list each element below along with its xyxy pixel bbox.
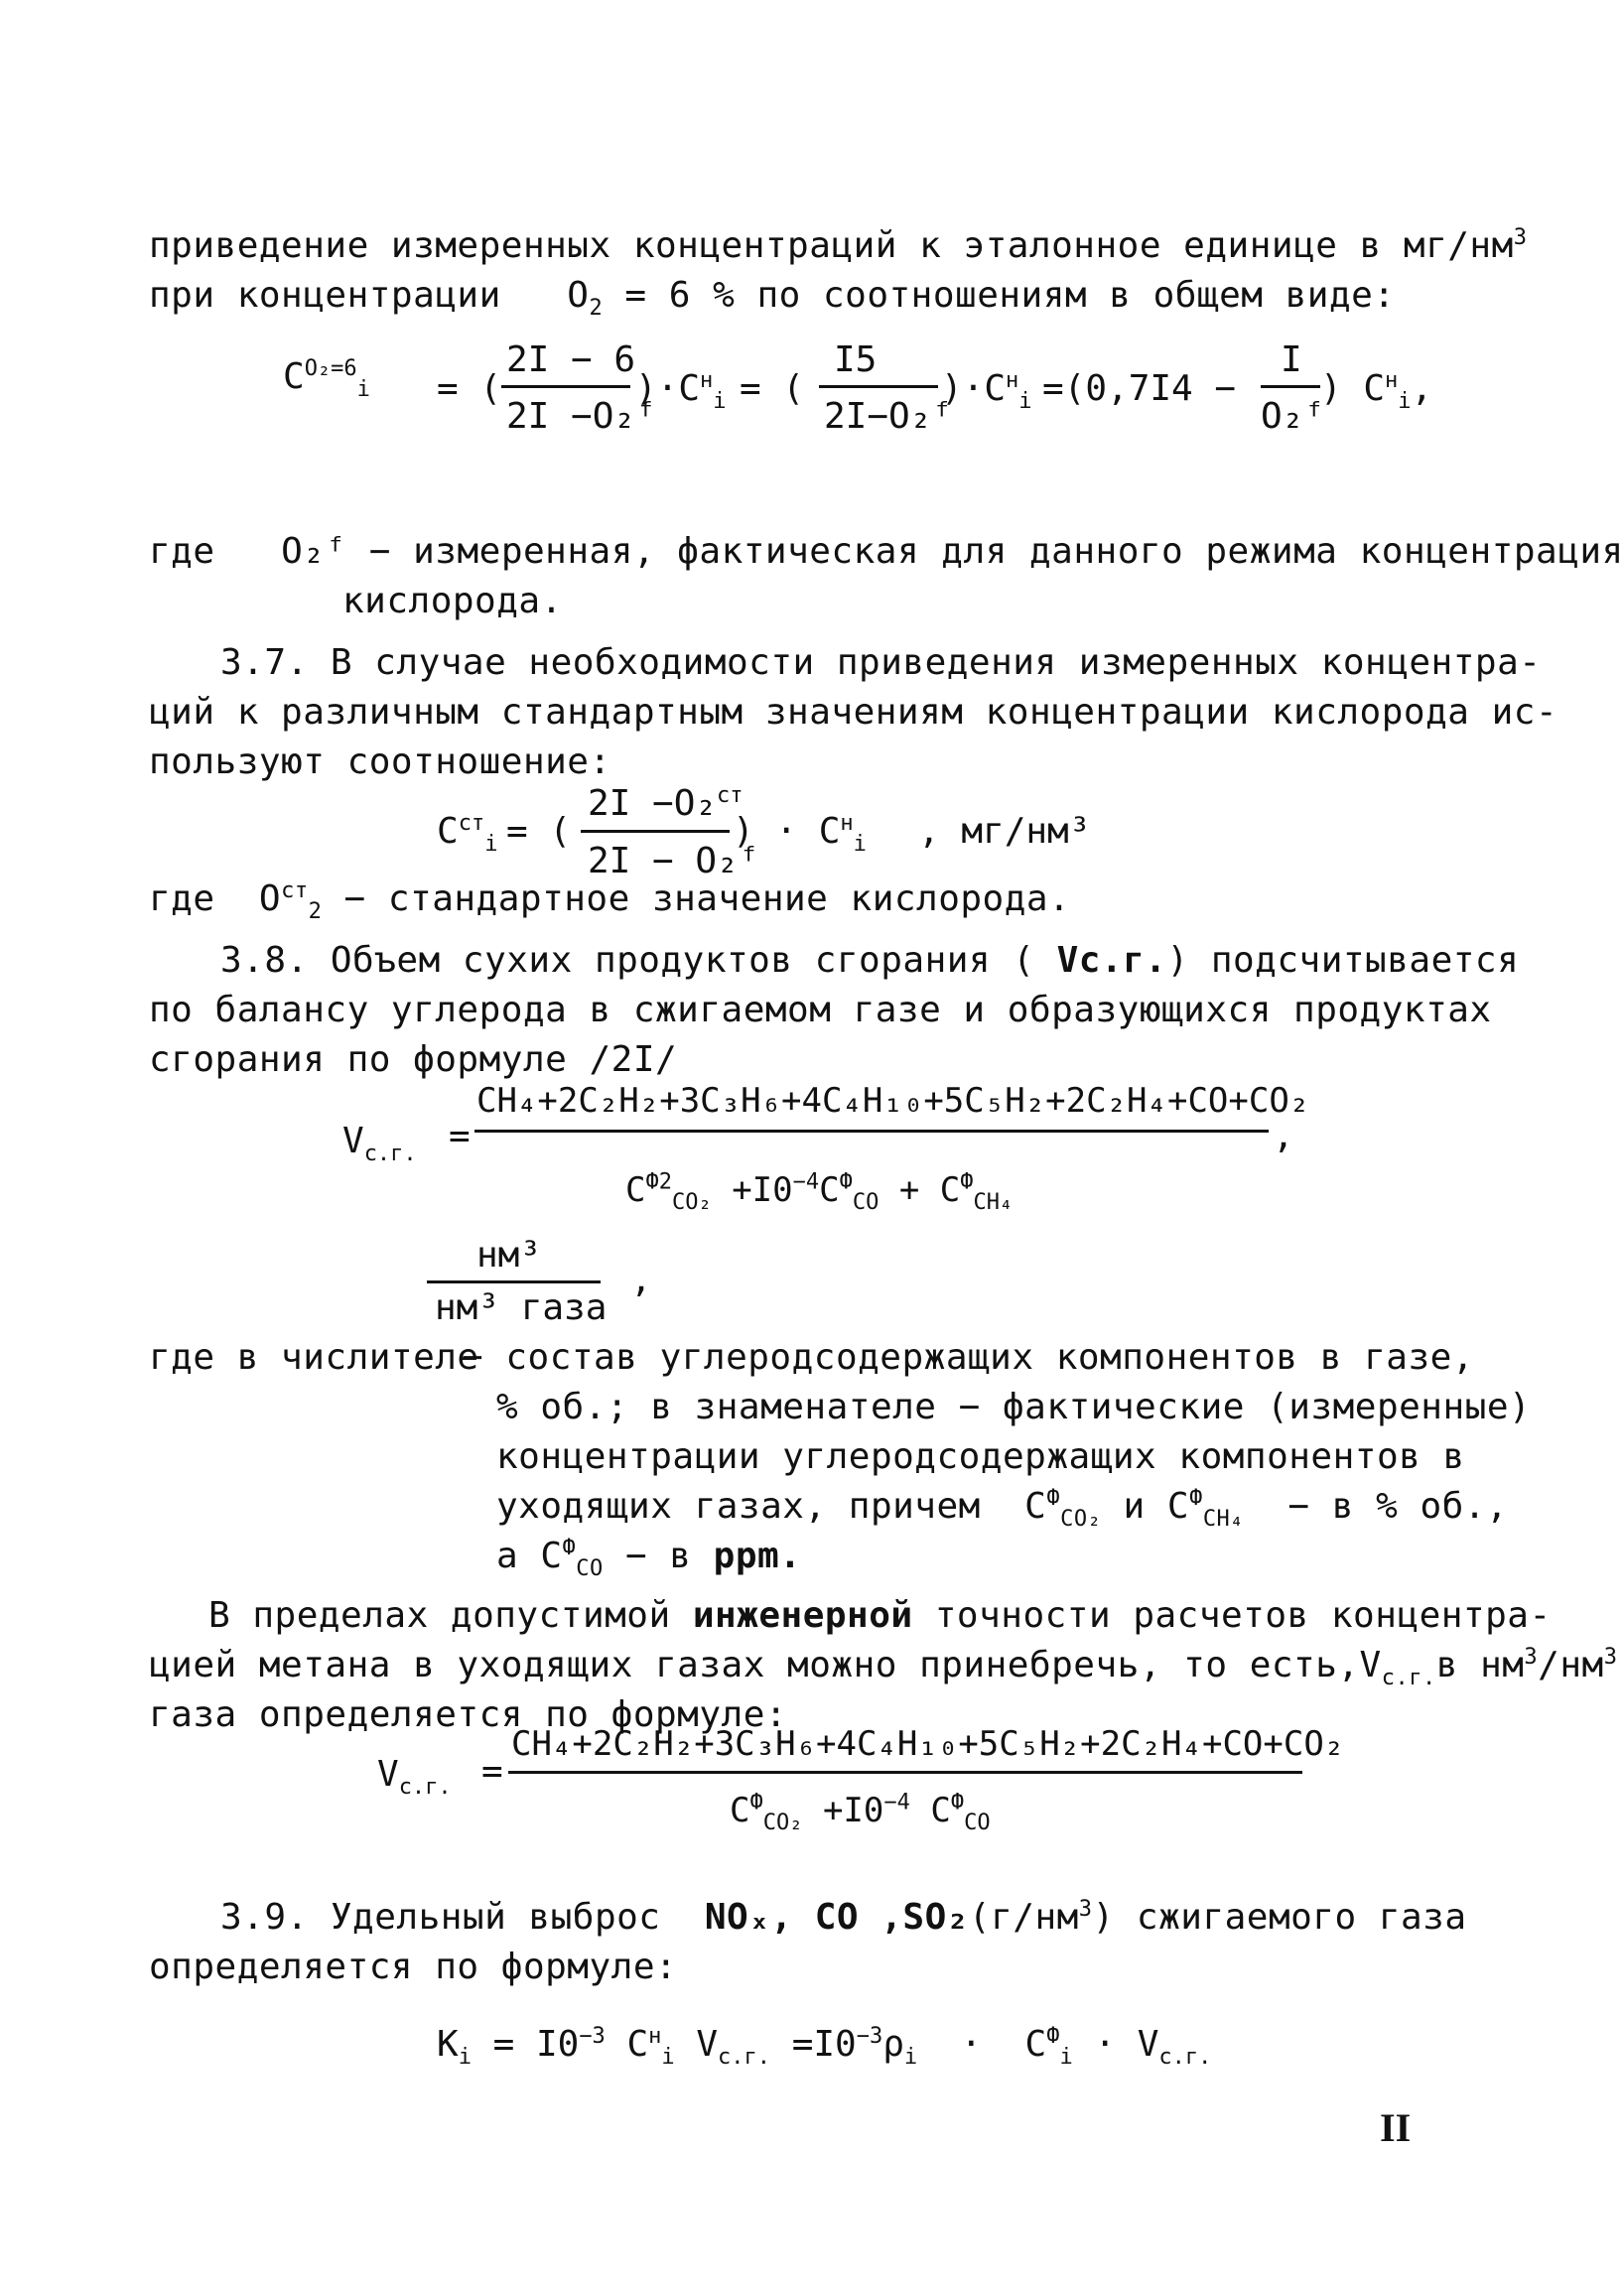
document-page: приведение измеренных концентраций к эталонное единице в $мг/нм^3$ при концентрации $O_2 = 6$ % по соотношениям в общем виде: $C^{O_2=6}_i$ = ( 2I − 6 2I −O₂ᶠ )$\cdot C^н_i$ = ( I5 2I−O₂ᶠ )$\cdot C^н_i$ =(0,7I4 − I O₂ᶠ ) $C^н_i$, где O₂ᶠ − измеренная, фактическая для данного режима концентрация кислорода. 3.7. В случае необходимости приведения измеренных концентра- ций к различным стандартным значениям концентрации кислорода ис- пользуют соотношение: $C^{ст}_i$ = ( 2I −O₂$^{ст}$ 2I − O₂ᶠ ) · $C^н_i$ , мг/нм³ где $O^{ст}_2$ − стандартное значение кислорода. 3.8. Объем сухих продуктов сгорания ( Vс.г.) подсчитывается по балансу углерода в сжигаемом газе и образующихся продуктах сгорания по формуле /2I/ $V_{с.г.}$ = CH₄+2C₂H₂+3C₃H₆+4C₄H₁₀+5C₅H₂+2C₂H₄+CO+CO₂ , $C^{Ф2}_{CO_2} +I0^{-4}C^Ф_{CO} + C^Ф_{CH_4}$ нм³ нм³ газа , где в числителе − состав углеродсодержащих компонентов в газе, % об.; в знаменателе − фактические (измеренные) концентрации углеродсодержащих компонентов в уходящих газах, причем $C^Ф_{CO_2}$ и $C^Ф_{CH_4} - в$ % об., а $C^Ф_{CO} - в$ ppm. В пределах допустимой инженерной точности расчетов концентра- цией метана в уходящих газах можно принебречь, то $есть,V_{с.г.}в$ $нм^3/нм^3$ газа определяется по формуле: $V_{с.г.}$ = CH₄+2C₂H₂+3C₃H₆+4C₄H₁₀+5C₅H₂+2C₂H₄+CO+CO₂ $C^Ф_{CO_2} +I0^{-4}$ $C^Ф_{CO}$ 3.9. Удельный выброс NOₓ, CO $,SO_2(г/нм^3)$ сжигаемого газа определяется по формуле: $K_i = I0^{-3}$ $C^н_i$ $V_{с.г.} =I0^{-3}\rho_i \cdot C^Ф_i \cdot V_{с.г.}$ II (149, 225, 1624, 2150)
para-accuracy-line-1: В пределах допустимой инженерной точности расчетов концентра- (208, 1595, 1552, 1636)
intro-line-1: приведение измеренных концентраций к эталонное единице в $мг/нм^3$ (149, 225, 1528, 266)
definition-numerator-line-4: уходящих газах, причем $C^Ф_{CO_2}$ и $C^Ф_{CH_4} - в$ % об., (496, 1486, 1509, 1533)
formula-specific-emission: $K_i = I0^{-3}$ $C^н_i$ $V_{с.г.} =I0^{-3}\rho_i \cdot C^Ф_i \cdot V_{с.г.}$ (437, 2024, 1212, 2071)
para-3-8-line-2: по балансу углерода в сжигаемом газе и образующихся продуктах (149, 990, 1492, 1030)
para-3-9-line-1: 3.9. Удельный выброс NOₓ, CO $,SO_2(г/нм^3)$ сжигаемого газа (220, 1897, 1467, 1938)
page-number: II (1380, 2105, 1412, 2150)
definition-o2-measured-cont: кислорода. (342, 581, 563, 621)
definition-numerator-line-5: а $C^Ф_{CO} - в$ ppm. (496, 1536, 802, 1582)
definition-numerator-line-1: − состав углеродсодержащих компонентов в газе, (462, 1337, 1474, 1378)
para-accuracy-line-3: газа определяется по формуле: (149, 1694, 788, 1735)
para-3-7-line-1: 3.7. В случае необходимости приведения измеренных концентра- (220, 642, 1542, 683)
intro-line-2: при концентрации $O_2 = 6$ % по соотношениям в общем виде: (149, 275, 1396, 322)
para-3-8-line-1: 3.8. Объем сухих продуктов сгорания ( Vс.г.) подсчитывается (220, 940, 1520, 981)
para-accuracy-line-2: цией метана в уходящих газах можно принебречь, то $есть,V_{с.г.}в$ $нм^3/нм^3$ (149, 1645, 1618, 1691)
definition-numerator-line-3: концентрации углеродсодержащих компонентов в (496, 1436, 1465, 1477)
definition-o2-measured: где O₂ᶠ − измеренная, фактическая для данного режима концентрация (149, 531, 1624, 572)
definition-o2-standard: где $O^{ст}_2$ − стандартное значение кислорода. (149, 878, 1071, 925)
definition-numerator-label: где в числителе (149, 1337, 479, 1378)
para-3-9-line-2: определяется по формуле: (149, 1947, 678, 1987)
para-3-7-line-2: ций к различным стандартным значениям концентрации кислорода ис- (149, 692, 1558, 733)
para-3-7-line-3: пользуют соотношение: (149, 741, 611, 782)
definition-numerator-line-2: % об.; в знаменателе − фактические (измеренные) (496, 1387, 1532, 1427)
para-3-8-line-3: сгорания по формуле /2I/ (149, 1039, 678, 1080)
